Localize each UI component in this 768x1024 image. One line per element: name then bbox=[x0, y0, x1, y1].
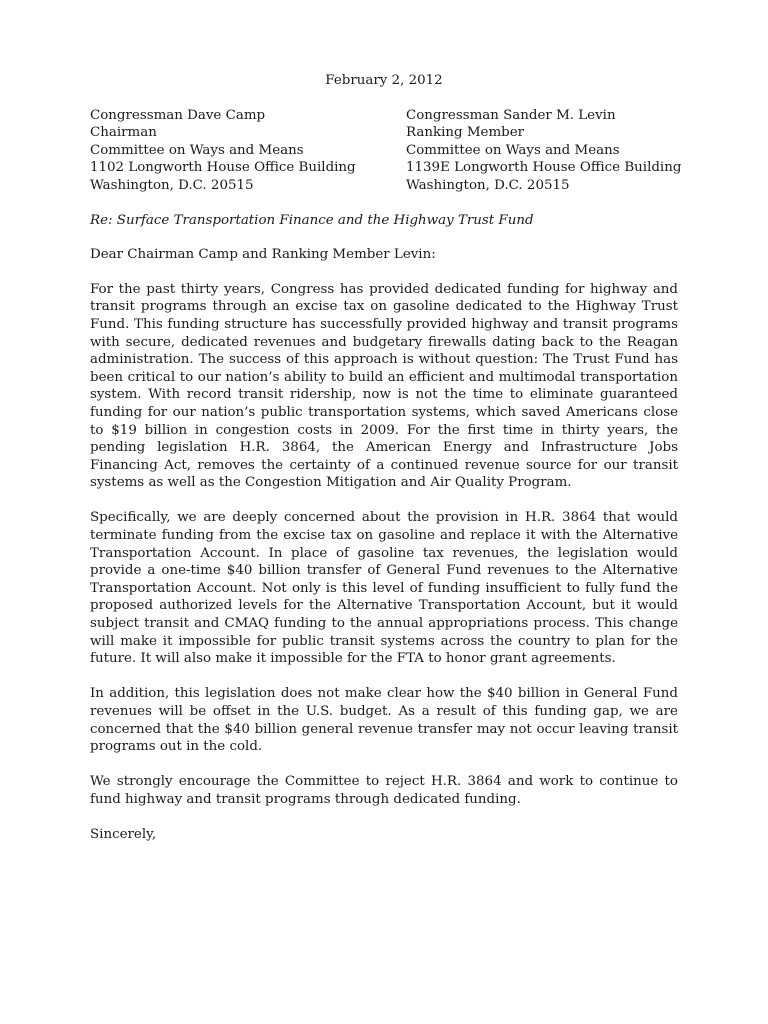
body-paragraph-2: Specifically, we are deeply concerned about the provision in H.R. 3864 that would terminate funding from the excise tax on gasoline and replace it with the Alternative Transportation Account. In place of gasoline tax revenues, the legislation would provide a one-time $40 billion transfer of General Fund revenues to the Alternative Transportation Account. Not only is this level of funding insufficient to fully fund the proposed authorized levels for the Alternative Transportation Account, but it would subject transit and CMAQ funding to the annual appropriations process. This change will make it impossible for public transit systems across the country to plan for the future. It will also make it impossible for the FTA to honor grant agreements. bbox=[90, 510, 678, 667]
recipient-name: Congressman Dave Camp bbox=[90, 107, 266, 123]
recipient-street-address: 1139E Longworth House Office Building bbox=[406, 160, 682, 176]
recipient-addresses bbox=[90, 107, 682, 195]
body-paragraph-4: We strongly encourage the Committee to reject H.R. 3864 and work to continue to fund highway and transit programs through dedicated funding. bbox=[90, 774, 678, 807]
recipient-street-address: 1102 Longworth House Office Building bbox=[90, 160, 356, 176]
recipient-address-levin bbox=[406, 107, 682, 195]
recipient-name: Congressman Sander M. Levin bbox=[406, 107, 616, 123]
salutation: Dear Chairman Camp and Ranking Member Levin: bbox=[90, 247, 436, 263]
body-paragraph-3: In addition, this legislation does not make clear how the $40 billion in General Fund revenues will be offset in the U.S. budget. As a result of this funding gap, we are concerned that the $40 billion general revenue transfer may not occur leaving transit programs out in the cold. bbox=[90, 686, 678, 755]
recipient-title: Chairman bbox=[90, 125, 157, 141]
recipient-city: Washington, D.C. 20515 bbox=[90, 177, 254, 193]
body-paragraph-1: For the past thirty years, Congress has provided dedicated funding for highway and transit programs through an excise tax on gasoline dedicated to the Highway Trust Fund. This funding structure has successfully provided highway and transit programs with secure, dedicated revenues and budgetary firewalls dating back to the Reagan administration. The success of this approach is without question: The Trust Fund has been critical to our nation’s ability to build an efficient and multimodal transportation system. With record transit ridership, now is not the time to eliminate guaranteed funding for our nation’s public transportation systems, which saved Americans close to $19 billion in congestion costs in 2009. For the first time in thirty years, the pending legislation H.R. 3864, the American Energy and Infrastructure Jobs Financing Act, removes the certainty of a continued revenue source for our transit systems as well as the Congestion Mitigation and Air Quality Program. bbox=[90, 281, 678, 491]
recipient-title: Ranking Member bbox=[406, 125, 525, 141]
recipient-committee: Committee on Ways and Means bbox=[90, 142, 304, 158]
closing: Sincerely, bbox=[90, 827, 157, 843]
subject-line: Re: Surface Transportation Finance and the Highway Trust Fund bbox=[90, 212, 534, 228]
letter-date: February 2, 2012 bbox=[325, 73, 443, 88]
recipient-city: Washington, D.C. 20515 bbox=[406, 177, 570, 193]
letter-page bbox=[90, 72, 682, 844]
recipient-address-camp bbox=[90, 107, 406, 195]
recipient-committee: Committee on Ways and Means bbox=[406, 142, 620, 158]
